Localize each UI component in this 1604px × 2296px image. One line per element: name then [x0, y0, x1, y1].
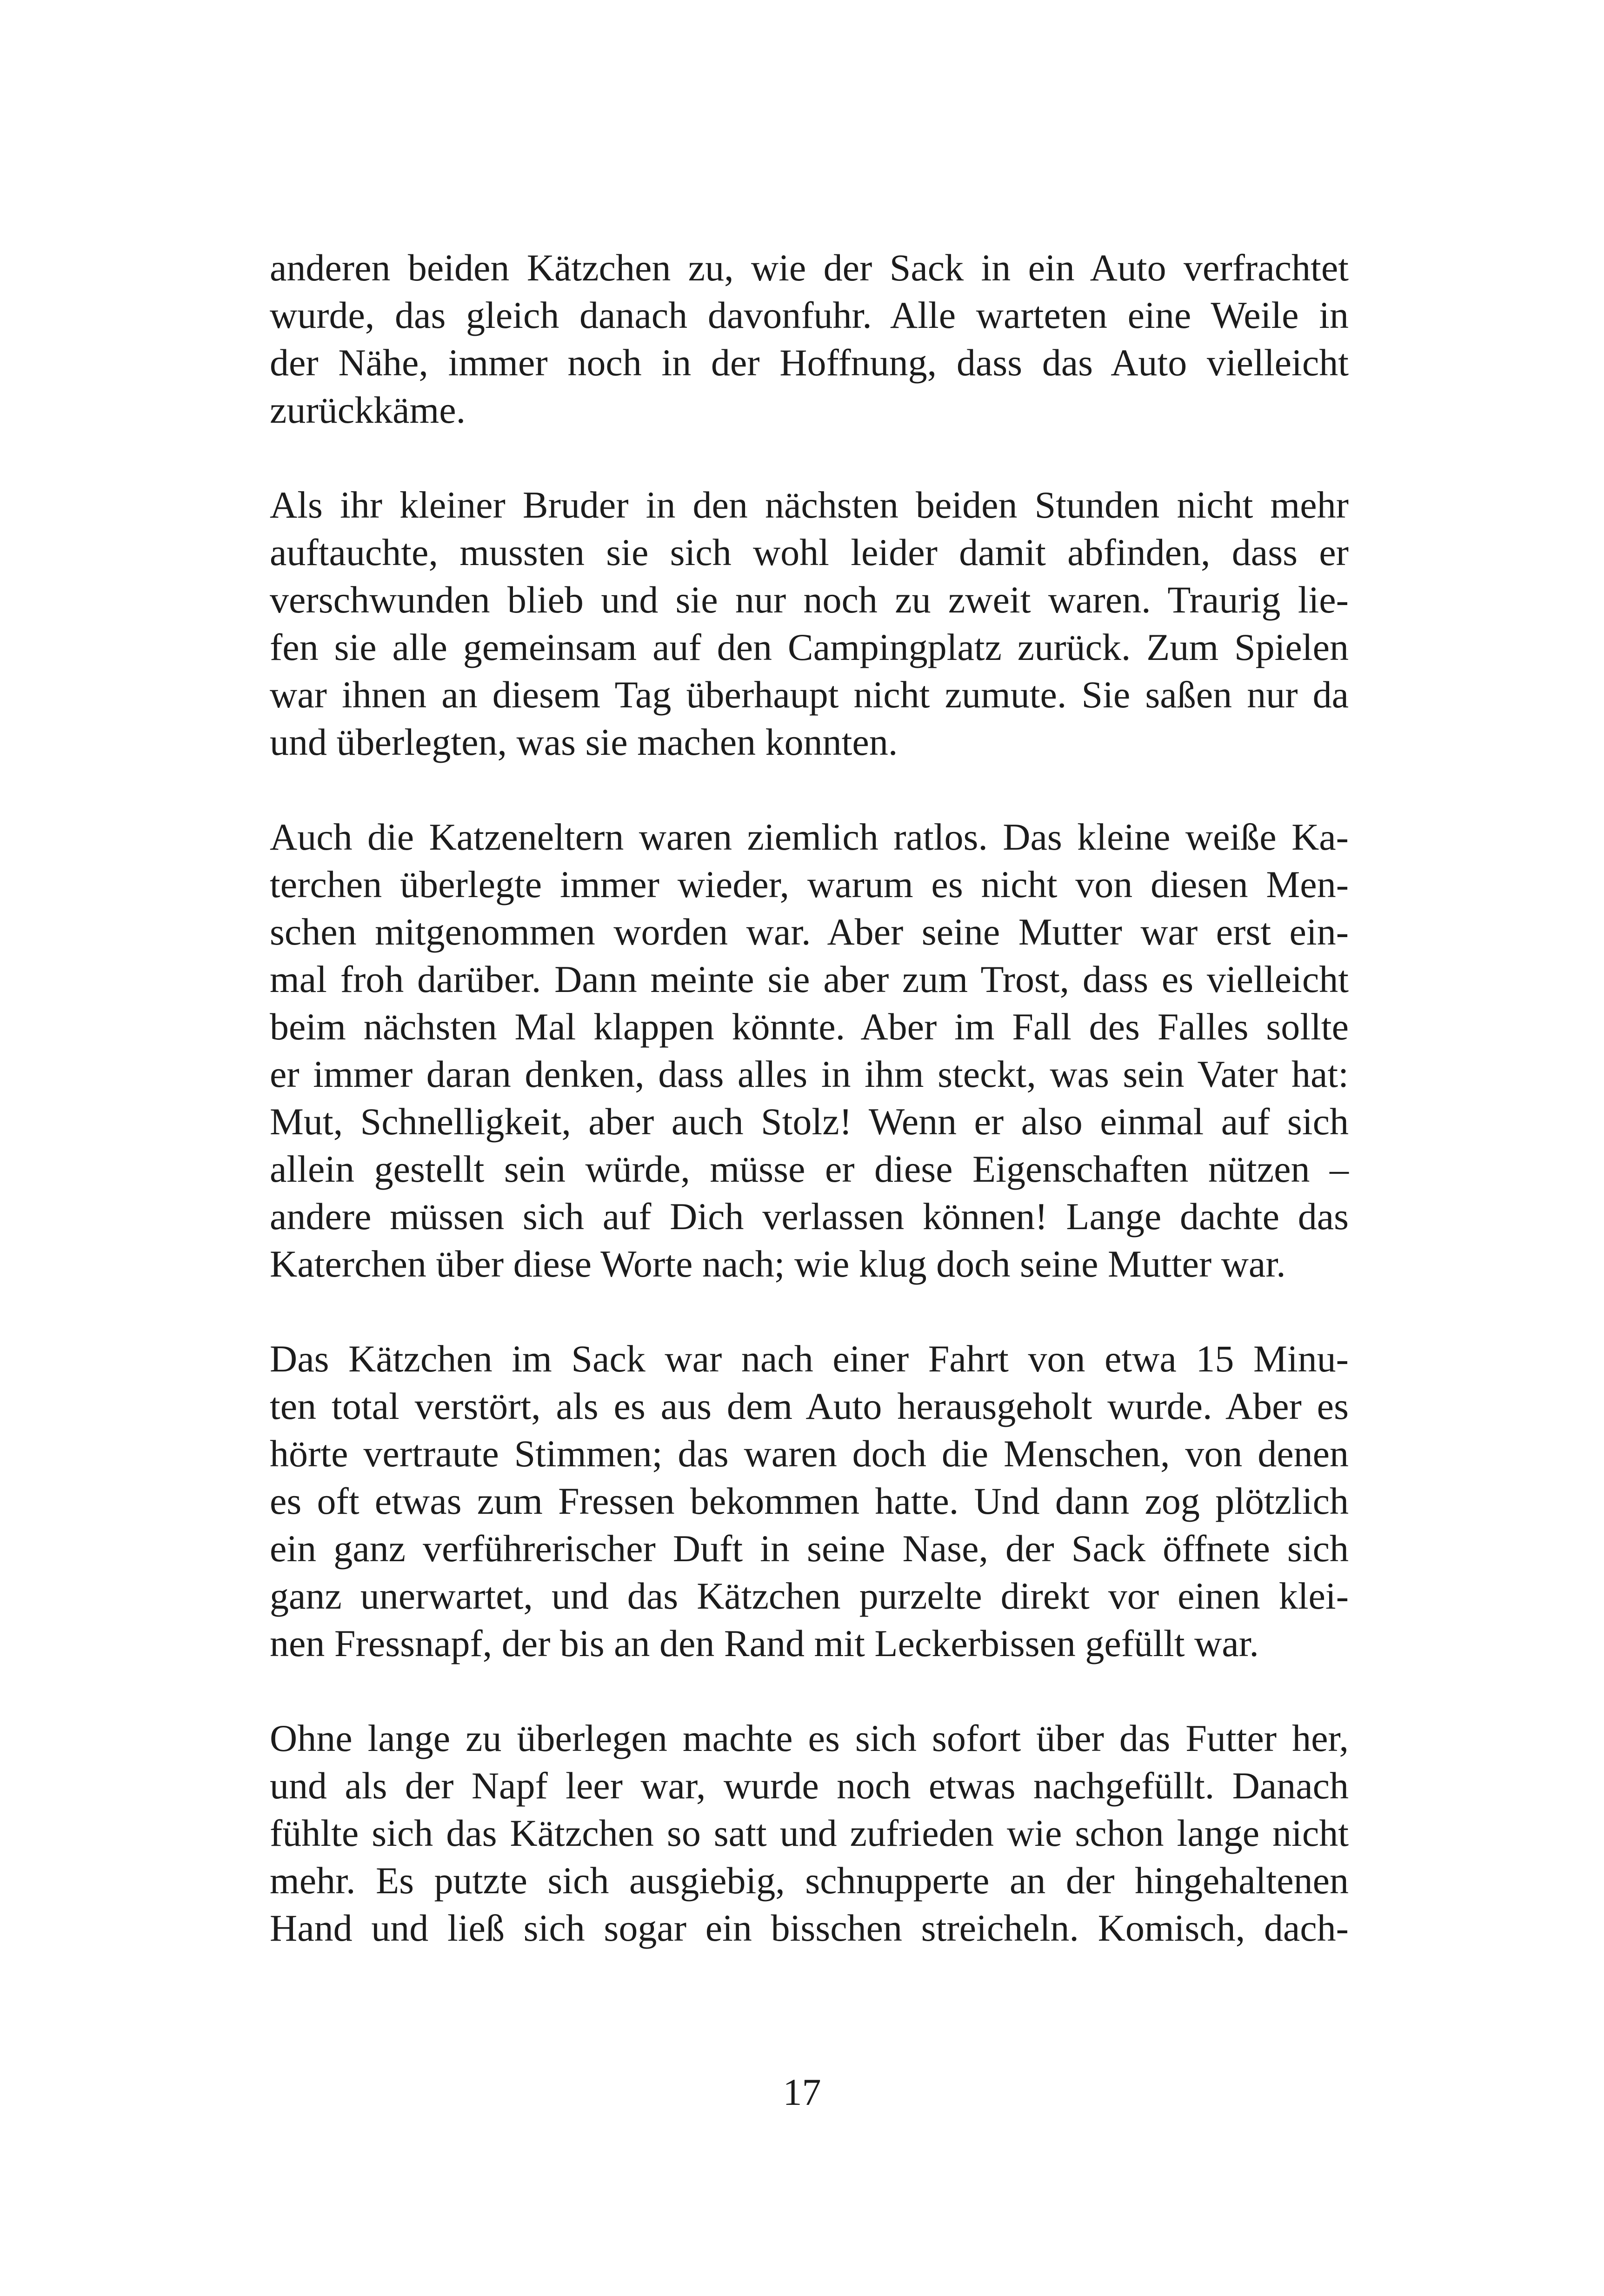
text-line: anderen beiden Kätzchen zu, wie der Sack in ein Auto verfrachtet: [270, 246, 1349, 289]
text-line: fühlte sich das Kätzchen so satt und zufrieden wie schon lange nicht: [270, 1812, 1349, 1854]
text-line: mehr. Es putzte sich ausgiebig, schnupperte an der hingehaltenen: [270, 1859, 1349, 1902]
text-line: mal froh darüber. Dann meinte sie aber zum Trost, dass es vielleicht: [270, 958, 1349, 1000]
text-line: Auch die Katzeneltern waren ziemlich ratlos. Das kleine weiße Ka-: [270, 816, 1349, 858]
text-line: und als der Napf leer war, wurde noch etwas nachgefüllt. Danach: [270, 1764, 1349, 1807]
text-line: ten total verstört, als es aus dem Auto herausgeholt wurde. Aber es: [270, 1385, 1349, 1427]
text-line: der Nähe, immer noch in der Hoffnung, dass das Auto vielleicht: [270, 341, 1349, 384]
text-line: es oft etwas zum Fressen bekommen hatte. Und dann zog plötzlich: [270, 1480, 1349, 1522]
text-line: Katerchen über diese Worte nach; wie klug doch seine Mutter war.: [270, 1243, 1286, 1285]
text-line: allein gestellt sein würde, müsse er diese Eigenschaften nützen –: [270, 1148, 1349, 1190]
text-line: Als ihr kleiner Bruder in den nächsten beiden Stunden nicht mehr: [270, 484, 1349, 526]
text-line: er immer daran denken, dass alles in ihm steckt, was sein Vater hat:: [270, 1053, 1349, 1095]
paragraph-4: [270, 1335, 1349, 1667]
page-number: 17: [783, 2071, 821, 2113]
text-line: andere müssen sich auf Dich verlassen können! Lange dachte das: [270, 1195, 1349, 1238]
text-line: war ihnen an diesem Tag überhaupt nicht zumute. Sie saßen nur da: [270, 673, 1349, 716]
paragraph-5: [270, 1715, 1349, 1952]
text-line: wurde, das gleich danach davonfuhr. Alle warteten eine Weile in: [270, 294, 1349, 336]
text-line: Mut, Schnelligkeit, aber auch Stolz! Wenn er also einmal auf sich: [270, 1100, 1349, 1143]
text-line: Das Kätzchen im Sack war nach einer Fahrt von etwa 15 Minu-: [270, 1338, 1349, 1380]
text-line: terchen überlegte immer wieder, warum es nicht von diesen Men-: [270, 863, 1349, 905]
paragraph-3: [270, 813, 1349, 1288]
text-line: schen mitgenommen worden war. Aber seine Mutter war erst ein-: [270, 911, 1349, 953]
text-line: verschwunden blieb und sie nur noch zu zweit waren. Traurig lie-: [270, 579, 1349, 621]
text-line: zurückkäme.: [270, 389, 466, 431]
text-line: auftauchte, mussten sie sich wohl leider damit abfinden, dass er: [270, 531, 1349, 573]
text-line: beim nächsten Mal klappen könnte. Aber im Fall des Falles sollte: [270, 1005, 1349, 1048]
text-line: Ohne lange zu überlegen machte es sich sofort über das Futter her,: [270, 1717, 1349, 1759]
text-line: fen sie alle gemeinsam auf den Campingplatz zurück. Zum Spielen: [270, 626, 1349, 668]
text-line: ein ganz verführerischer Duft in seine Nase, der Sack öffnete sich: [270, 1527, 1349, 1570]
text-line: und überlegten, was sie machen konnten.: [270, 721, 898, 763]
paragraph-1: [270, 244, 1349, 434]
text-line: ganz unerwartet, und das Kätzchen purzelte direkt vor einen klei-: [270, 1575, 1349, 1617]
paragraph-2: [270, 481, 1349, 766]
text-line: nen Fressnapf, der bis an den Rand mit Leckerbissen gefüllt war.: [270, 1622, 1259, 1664]
text-line: hörte vertraute Stimmen; das waren doch die Menschen, von denen: [270, 1432, 1349, 1475]
text-line: Hand und ließ sich sogar ein bisschen streicheln. Komisch, dach-: [270, 1907, 1349, 1949]
